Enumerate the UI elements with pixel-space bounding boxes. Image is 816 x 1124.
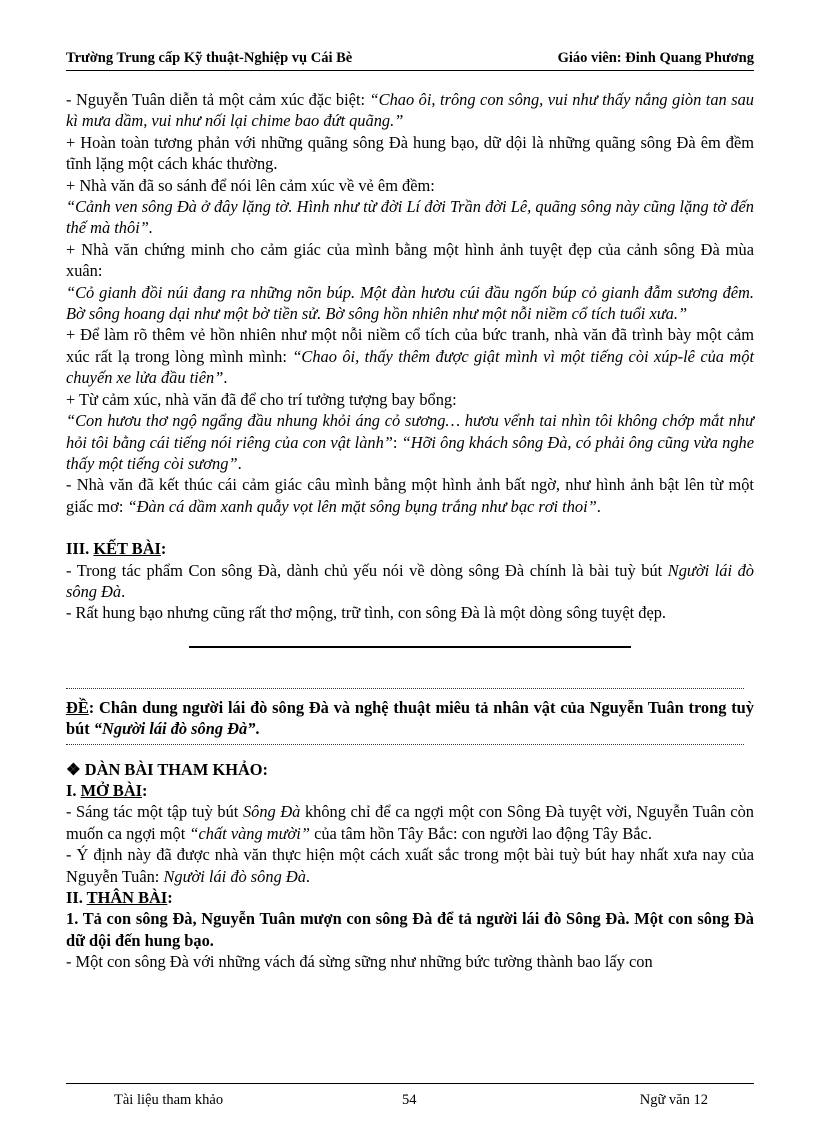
heading-colon: : xyxy=(142,780,148,800)
paragraph xyxy=(66,324,754,388)
quote-paragraph: “Cỏ gianh đồi núi đang ra những nõn búp. Một đàn hươu cúi đầu ngốn búp cỏ gianh đẫm sương đêm. Bờ sông hoang dại như một bờ tiền sử. Bờ sông hồn nhiên như một nỗi niềm cổ tích tuổi xưa.” xyxy=(66,282,754,324)
heading-number: II. xyxy=(66,888,87,907)
quote: “chất vàng mười” xyxy=(189,823,310,843)
quote: “Chao ôi, thấy thêm được giật mình vì một tiếng còi xúp-lê của một chuyến xe lửa đầu tiên” xyxy=(66,346,754,388)
section-heading-ket-bai xyxy=(66,538,754,559)
page-footer xyxy=(66,1083,754,1124)
work-title: Người lái đò sông Đà xyxy=(163,866,306,886)
work-title: Sông Đà xyxy=(242,802,301,822)
text: : xyxy=(392,432,402,452)
text: . xyxy=(596,496,601,516)
work-title: Người lái đò sông Đà xyxy=(66,560,754,601)
quote: “Con hươu thơ ngộ ngẩng đầu nhung khỏi áng cỏ sương… hươu vểnh tai nhìn tôi không chớp mắt như hỏi tôi bằng cái tiếng nói riêng của con vật lành” xyxy=(66,411,754,452)
quote: “Chao ôi, trông con sông, vui như thấy nắng giòn tan sau kì mưa dầm, vui như nối lại chime bao đứt quãng.” xyxy=(66,90,754,131)
text: . xyxy=(305,866,311,886)
heading-number: I. xyxy=(66,780,81,800)
quote: “Hỡi ông khách sông Đà, có phải ông cũng vừa nghe thấy một tiếng còi sương” xyxy=(66,432,754,473)
dotted-divider xyxy=(66,688,744,689)
paragraph: + Nhà văn chứng minh cho cảm giác của mình bằng một hình ảnh tuyệt đẹp của cảnh sông Đà mùa xuân: xyxy=(66,239,754,281)
quote-paragraph: “Cảnh ven sông Đà ở đây lặng tờ. Hình như từ đời Lí đời Trần đời Lê, quãng sông này cũng lặng tờ đến thế mà thôi”. xyxy=(66,197,754,238)
section-heading-mo-bai xyxy=(66,780,754,801)
footer-right: Ngữ văn 12 xyxy=(639,1092,708,1108)
topic-work-title: “Người lái đò sông Đà” xyxy=(93,719,256,739)
dotted-divider xyxy=(66,744,744,745)
page-header xyxy=(66,48,754,71)
text: - Sáng tác một tập tuỳ bút xyxy=(66,802,243,822)
text: - Nguyễn Tuân diễn tả một cảm xúc đặc biệt: xyxy=(66,90,370,109)
text: - Trong tác phẩm Con sông Đà, dành chủ yếu nói về dòng sông Đà chính là bài tuỳ bút xyxy=(66,560,668,580)
paragraph xyxy=(66,89,754,132)
heading-colon: : xyxy=(167,888,173,907)
topic-text: : Chân dung người lái đò sông Đà và nghệ thuật miêu tả nhân vật của Nguyễn Tuân trong tuỳ bút xyxy=(66,697,754,739)
diamond-bullet-icon: ❖ xyxy=(66,759,85,779)
topic-heading xyxy=(66,697,754,740)
paragraph: + Từ cảm xúc, nhà văn đã để cho trí tưởng tượng bay bổng: xyxy=(66,389,457,409)
text: . xyxy=(237,453,242,473)
paragraph: - Rất hung bạo nhưng cũng rất thơ mộng, trữ tình, con sông Đà là một dòng sông tuyệt đẹp. xyxy=(66,603,667,623)
heading-label: THÂN BÀI xyxy=(86,888,168,907)
text: . xyxy=(223,368,228,388)
page-number: 54 xyxy=(402,1092,417,1108)
text: . xyxy=(255,719,260,739)
section-heading-than-bai xyxy=(66,887,754,908)
outline-heading xyxy=(66,759,754,780)
paragraph xyxy=(66,801,754,844)
heading-colon: : xyxy=(160,539,167,559)
quote: “Đàn cá dầm xanh quẫy vọt lên mặt sông bụng trắng như bạc rơi thoi” xyxy=(127,496,597,516)
text: - Nhà văn đã kết thúc cái cảm giác câu mình bằng một hình ảnh bất ngờ, như hình ảnh bật lên từ một giấc mơ: xyxy=(66,475,754,516)
text: không chỉ để ca ngợi một con Sông Đà tuyệt vời, Nguyễn Tuân còn muốn ca ngợi một xyxy=(66,802,754,843)
paragraph xyxy=(66,474,754,517)
page-content xyxy=(66,89,754,973)
header-teacher: Giáo viên: Đinh Quang Phương xyxy=(557,50,754,66)
text: - Ý định này đã được nhà văn thực hiện một cách xuất sắc trong một bài tuỳ bút hay nhất xưa nay của Nguyễn Tuân: xyxy=(66,845,754,886)
subsection-heading: 1. Tả con sông Đà, Nguyễn Tuân mượn con sông Đà để tả người lái đò Sông Đà. Một con sông Đà dữ dội đến hung bạo. xyxy=(66,909,754,950)
header-school: Trường Trung cấp Kỹ thuật-Nghiệp vụ Cái Bè xyxy=(66,50,353,66)
paragraph: - Một con sông Đà với những vách đá sừng sững như những bức tường thành bao lấy con xyxy=(66,952,653,972)
heading-label: MỞ BÀI xyxy=(80,780,143,800)
topic-label: ĐỀ xyxy=(66,697,89,717)
paragraph: + Nhà văn đã so sánh để nói lên cảm xúc về vẻ êm đềm: xyxy=(66,175,435,195)
heading-label: KẾT BÀI xyxy=(93,539,161,559)
paragraph xyxy=(66,410,754,474)
paragraph xyxy=(66,844,754,887)
paragraph xyxy=(66,560,754,603)
paragraph: + Hoàn toàn tương phản với những quãng sông Đà hung bạo, dữ dội là những quãng sông Đà êm đềm tĩnh lặng một cách khác thường. xyxy=(66,132,754,174)
text: của tâm hồn Tây Bắc: con người lao động Tây Bắc. xyxy=(309,823,652,843)
footer-left: Tài liệu tham khảo xyxy=(114,1092,224,1108)
heading-number: III. xyxy=(66,539,94,559)
text: . xyxy=(121,581,126,601)
text: + Để làm rõ thêm vẻ hồn nhiên như một nỗi niềm cổ tích của bức tranh, nhà văn đã trình bày một cảm xúc rất lạ trong lòng mình mình: xyxy=(66,325,754,366)
heading-text: DÀN BÀI THAM KHẢO: xyxy=(84,759,268,779)
separator-line xyxy=(189,646,631,648)
